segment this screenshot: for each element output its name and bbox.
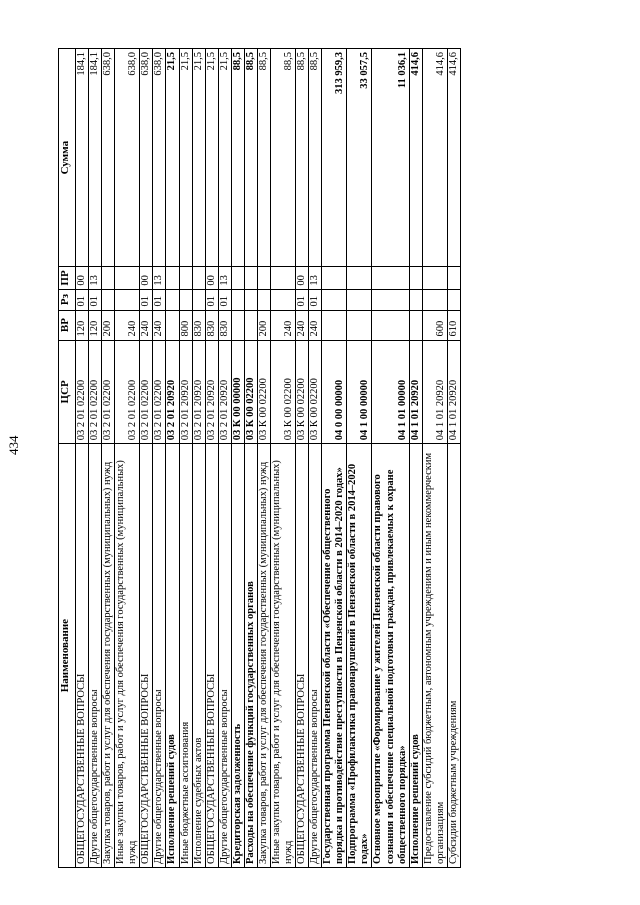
cell-sum: 88,5 — [244, 49, 257, 267]
cell-name: Расходы на обеспечение функций государственных органов — [244, 444, 257, 868]
table-row — [447, 49, 460, 868]
cell-name: Другие общегосударственные вопросы — [153, 444, 166, 868]
cell-vr — [231, 310, 244, 340]
cell-sum: 11 036,1 — [372, 49, 409, 267]
cell-name: Подпрограмма «Профилактика правонарушений в Пензенской области в 2014–2020 годах» — [347, 444, 372, 868]
cell-rz — [422, 289, 447, 310]
cell-pr — [192, 267, 205, 289]
table-row — [347, 49, 372, 868]
cell-pr: 13 — [153, 267, 166, 289]
cell-pr — [244, 267, 257, 289]
cell-pr: 13 — [89, 267, 102, 289]
cell-name: ОБЩЕГОСУДАРСТВЕННЫЕ ВОПРОСЫ — [140, 444, 153, 868]
cell-rz: 01 — [153, 289, 166, 310]
header-pr: ПР — [59, 267, 76, 289]
cell-csr: 04 1 01 00000 — [372, 340, 409, 444]
table-row — [140, 49, 153, 868]
cell-csr: 04 1 01 20920 — [422, 340, 447, 444]
table-row — [218, 49, 231, 868]
cell-rz — [179, 289, 192, 310]
table-row — [115, 49, 140, 868]
cell-vr: 830 — [192, 310, 205, 340]
cell-sum: 88,5 — [231, 49, 244, 267]
cell-vr: 610 — [447, 310, 460, 340]
cell-sum: 414,6 — [422, 49, 447, 267]
table-header-row — [59, 49, 76, 868]
cell-vr — [166, 310, 179, 340]
cell-name: ОБЩЕГОСУДАРСТВЕННЫЕ ВОПРОСЫ — [76, 444, 89, 868]
cell-vr: 120 — [89, 310, 102, 340]
cell-pr: 13 — [309, 267, 322, 289]
cell-name: ОБЩЕГОСУДАРСТВЕННЫЕ ВОПРОСЫ — [296, 444, 309, 868]
cell-csr: 03 2 01 02200 — [140, 340, 153, 444]
cell-csr: 03 2 01 02200 — [102, 340, 115, 444]
cell-csr: 03 2 01 02200 — [89, 340, 102, 444]
cell-sum: 184,1 — [89, 49, 102, 267]
table-row — [102, 49, 115, 868]
cell-pr — [270, 267, 295, 289]
table-row — [231, 49, 244, 868]
cell-rz — [231, 289, 244, 310]
cell-csr: 03 К 00 02200 — [309, 340, 322, 444]
cell-sum: 33 057,5 — [347, 49, 372, 267]
cell-sum: 184,1 — [76, 49, 89, 267]
cell-rz — [166, 289, 179, 310]
table-row — [166, 49, 179, 868]
cell-vr: 600 — [422, 310, 447, 340]
cell-pr — [322, 267, 347, 289]
cell-pr — [231, 267, 244, 289]
cell-rz — [192, 289, 205, 310]
cell-csr: 03 2 01 02200 — [115, 340, 140, 444]
cell-pr — [166, 267, 179, 289]
cell-vr: 200 — [257, 310, 270, 340]
cell-rz — [244, 289, 257, 310]
table-row — [153, 49, 166, 868]
table-row — [244, 49, 257, 868]
cell-name: Иные закупки товаров, работ и услуг для обеспечения государственных (муниципальных) нужд — [270, 444, 295, 868]
cell-name: Иные закупки товаров, работ и услуг для обеспечения государственных (муниципальных) нужд — [115, 444, 140, 868]
header-vr: ВР — [59, 310, 76, 340]
cell-name: Другие общегосударственные вопросы — [218, 444, 231, 868]
cell-name: Закупка товаров, работ и услуг для обеспечения государственных (муниципальных) нужд — [257, 444, 270, 868]
table-row — [409, 49, 422, 868]
table-row — [270, 49, 295, 868]
cell-sum: 88,5 — [296, 49, 309, 267]
table-row — [322, 49, 347, 868]
cell-name: ОБЩЕГОСУДАРСТВЕННЫЕ ВОПРОСЫ — [205, 444, 218, 868]
cell-pr: 00 — [205, 267, 218, 289]
cell-rz — [270, 289, 295, 310]
cell-sum: 21,5 — [166, 49, 179, 267]
cell-rz — [115, 289, 140, 310]
cell-csr: 03 К 00 02200 — [244, 340, 257, 444]
cell-csr: 03 2 01 20920 — [192, 340, 205, 444]
cell-sum: 638,0 — [102, 49, 115, 267]
cell-rz — [322, 289, 347, 310]
cell-pr — [447, 267, 460, 289]
cell-vr: 240 — [115, 310, 140, 340]
cell-sum: 21,5 — [179, 49, 192, 267]
cell-rz — [257, 289, 270, 310]
cell-sum: 88,5 — [309, 49, 322, 267]
cell-vr: 240 — [309, 310, 322, 340]
cell-rz — [102, 289, 115, 310]
cell-csr: 04 1 01 20920 — [409, 340, 422, 444]
cell-vr: 800 — [179, 310, 192, 340]
cell-pr — [347, 267, 372, 289]
cell-name: Основное мероприятие «Формирование у жителей Пензенской области правового сознания и обеспечение специальной подготовки граждан, привлекаемых к охране общественного порядка» — [372, 444, 409, 868]
cell-name: Другие общегосударственные вопросы — [89, 444, 102, 868]
cell-pr — [102, 267, 115, 289]
cell-csr: 03 К 00 02200 — [270, 340, 295, 444]
header-name: Наименование — [59, 444, 76, 868]
table-row — [76, 49, 89, 868]
rotated-table-container — [58, 48, 640, 868]
table-row — [192, 49, 205, 868]
cell-csr: 03 2 01 20920 — [218, 340, 231, 444]
cell-rz: 01 — [309, 289, 322, 310]
cell-vr: 240 — [153, 310, 166, 340]
cell-sum: 21,5 — [205, 49, 218, 267]
table-row — [372, 49, 409, 868]
cell-pr — [422, 267, 447, 289]
cell-csr: 03 2 01 20920 — [166, 340, 179, 444]
table-row — [296, 49, 309, 868]
cell-rz — [347, 289, 372, 310]
table-body — [76, 49, 461, 868]
cell-name: Предоставление субсидий бюджетным, автономным учреждениям и иным некоммерческим организациям — [422, 444, 447, 868]
cell-csr: 04 0 00 00000 — [322, 340, 347, 444]
cell-csr: 03 2 01 02200 — [76, 340, 89, 444]
cell-pr — [372, 267, 409, 289]
cell-sum: 88,5 — [257, 49, 270, 267]
cell-name: Государственная программа Пензенской области «Обеспечение общественного порядка и противодействие преступности в Пензенской области в 2014–2020 годах» — [322, 444, 347, 868]
cell-pr: 13 — [218, 267, 231, 289]
cell-pr — [257, 267, 270, 289]
header-csr: ЦСР — [59, 340, 76, 444]
table-row — [205, 49, 218, 868]
cell-csr: 04 1 01 20920 — [447, 340, 460, 444]
cell-sum: 414,6 — [447, 49, 460, 267]
cell-sum: 638,0 — [115, 49, 140, 267]
cell-name: Субсидии бюджетным учреждениям — [447, 444, 460, 868]
cell-rz — [372, 289, 409, 310]
cell-name: Иные бюджетные ассигнования — [179, 444, 192, 868]
cell-vr: 240 — [270, 310, 295, 340]
cell-name: Закупка товаров, работ и услуг для обеспечения государственных (муниципальных) нужд — [102, 444, 115, 868]
header-sum: Сумма — [59, 49, 76, 267]
cell-csr: 03 2 01 02200 — [153, 340, 166, 444]
cell-rz: 01 — [205, 289, 218, 310]
table-row — [309, 49, 322, 868]
cell-vr — [372, 310, 409, 340]
cell-name: Другие общегосударственные вопросы — [309, 444, 322, 868]
cell-vr — [322, 310, 347, 340]
table-row — [89, 49, 102, 868]
cell-name: Кредиторская задолженность — [231, 444, 244, 868]
cell-vr — [409, 310, 422, 340]
cell-sum: 88,5 — [270, 49, 295, 267]
cell-pr — [179, 267, 192, 289]
cell-vr: 240 — [296, 310, 309, 340]
cell-csr: 03 К 00 02200 — [257, 340, 270, 444]
cell-csr: 03 К 00 00000 — [231, 340, 244, 444]
cell-name: Исполнение решений судов — [166, 444, 179, 868]
cell-vr: 200 — [102, 310, 115, 340]
budget-table — [58, 48, 461, 868]
cell-sum: 638,0 — [153, 49, 166, 267]
cell-vr: 830 — [205, 310, 218, 340]
cell-vr — [347, 310, 372, 340]
cell-sum: 313 959,3 — [322, 49, 347, 267]
cell-sum: 414,6 — [409, 49, 422, 267]
cell-pr — [115, 267, 140, 289]
table-row — [422, 49, 447, 868]
cell-name: Исполнение судебных актов — [192, 444, 205, 868]
cell-csr: 03 2 01 20920 — [205, 340, 218, 444]
cell-rz: 01 — [218, 289, 231, 310]
cell-rz: 01 — [296, 289, 309, 310]
cell-rz: 01 — [89, 289, 102, 310]
table-row — [257, 49, 270, 868]
cell-vr — [244, 310, 257, 340]
cell-rz: 01 — [140, 289, 153, 310]
cell-vr: 830 — [218, 310, 231, 340]
cell-pr: 00 — [140, 267, 153, 289]
cell-csr: 03 К 00 02200 — [296, 340, 309, 444]
page-number: 434 — [6, 435, 21, 455]
cell-pr: 00 — [76, 267, 89, 289]
cell-vr: 120 — [76, 310, 89, 340]
cell-csr: 03 2 01 20920 — [179, 340, 192, 444]
cell-rz — [409, 289, 422, 310]
cell-sum: 21,5 — [218, 49, 231, 267]
cell-csr: 04 1 00 00000 — [347, 340, 372, 444]
cell-name: Исполнение решений судов — [409, 444, 422, 868]
table-row — [179, 49, 192, 868]
cell-sum: 21,5 — [192, 49, 205, 267]
cell-pr — [409, 267, 422, 289]
header-rz: Рз — [59, 289, 76, 310]
cell-rz: 01 — [76, 289, 89, 310]
cell-vr: 240 — [140, 310, 153, 340]
cell-sum: 638,0 — [140, 49, 153, 267]
cell-rz — [447, 289, 460, 310]
cell-pr: 00 — [296, 267, 309, 289]
